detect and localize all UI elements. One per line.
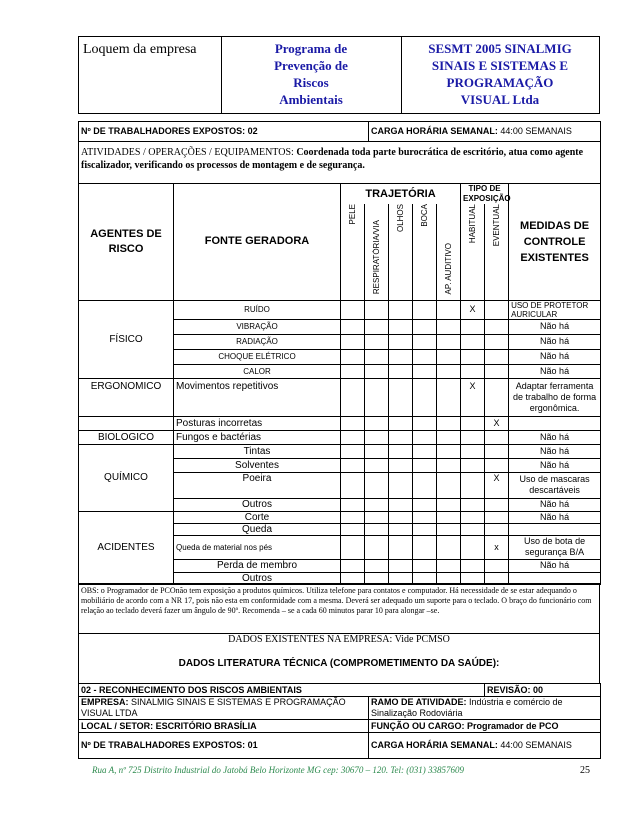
observations: OBS: o Programador de PCOnão tem exposição a produtos químicos. Utiliza telefone para contatos e computador. Há necessidade de se estar adequando o mobiliário de acordo com a NR 17, pois não esta em conformidade com a mesma. Deverá ser adequado um suporte para o teclado. O braço do funcionário com relação ao teclado deverá fazer um ângulo de 90º. Recomenda – se a cada 60 minutos parar 10 para alongar –se. [79,584,600,634]
company-name: Loquem da empresa [83,42,197,57]
queda-eventual-mark: x [485,535,509,559]
page-number: 25 [580,765,590,776]
agent-biologico: BIOLOGICO [79,430,174,444]
source-outros-acidentes: Outros [174,572,341,584]
measure-fungos: Não há [509,430,601,444]
risk-table [78,183,601,585]
section2-table [78,683,601,759]
source-poeira: Poeira [174,472,341,498]
col-hearing: AP. AUDITIVO [437,204,461,300]
literature-data: DADOS LITERATURA TÉCNICA (COMPROMETIMENTO DA SAÚDE): [178,658,500,669]
measure-poeira: Uso de mascaras descartáveis [509,472,601,498]
measure-tintas: Não há [509,444,601,458]
agent-ergonomico: ERGONOMICO [79,378,174,416]
source-fungos: Fungos e bactérias [174,430,341,444]
col-eyes: OLHOS [389,204,413,300]
measure-queda-material: Uso de bota de segurança B/A [509,535,601,559]
poeira-eventual-mark: X [485,472,509,498]
info-table [78,121,601,184]
section2-branch: RAMO DE ATIVIDADE: Indústria e comércio de Sinalização Rodoviária [369,697,601,720]
section2-workers: Nº DE TRABALHADORES EXPOSTOS: 01 [79,733,369,759]
source-vibracao: VIBRAÇÃO [174,319,341,334]
source-perda-membro: Perda de membro [174,559,341,572]
workers-exposed: Nº DE TRABALHADORES EXPOSTOS: 02 [79,122,369,142]
posturas-eventual-mark: X [485,416,509,430]
measure-calor: Não há [509,364,601,378]
measure-movimentos: Adaptar ferramenta de trabalho de forma ergonômica. [509,378,601,416]
col-mouth: BOCA [413,204,437,300]
measure-ruido: USO DE PROTETOR AURICULAR [509,300,601,319]
source-calor: CALOR [174,364,341,378]
source-queda-material: Queda de material nos pés [174,535,341,559]
source-tintas: Tintas [174,444,341,458]
footer-address: Rua A, nº 725 Distrito Industrial do Jatobá Belo Horizonte MG cep: 30670 – 120. Tel: (031) 33857609 [92,765,465,775]
col-source: FONTE GERADORA [174,184,341,301]
mov-habitual-mark: X [461,378,485,416]
measure-vibracao: Não há [509,319,601,334]
col-eventual: EVENTUAL [485,204,509,300]
section2-title: 02 - RECONHECIMENTO DOS RISCOS AMBIENTAIS [79,684,485,697]
agent-acidentes: ACIDENTES [79,511,174,584]
section2-hours: CARGA HORÁRIA SEMANAL: 44:00 SEMANAIS [369,733,601,759]
source-corte: Corte [174,511,341,523]
section2-revision: REVISÃO: 00 [485,684,601,697]
ruido-habitual-mark: X [461,300,485,319]
col-respiratory: RESPIRATÓRIA/VIA [365,204,389,300]
source-choque: CHOQUE ELÉTRICO [174,349,341,364]
col-habitual: HABITUAL [461,204,485,300]
section2-function: FUNÇÃO OU CARGO: Programador de PCO [369,720,601,733]
col-exposure-type: TIPO DE EXPOSIÇÃO [461,184,509,205]
source-radiacao: RADIAÇÃO [174,334,341,349]
measure-perda-membro: Não há [509,559,601,572]
notes-table [78,583,600,684]
source-ruido: RUÍDO [174,300,341,319]
col-measures: MEDIDAS DE CONTROLE EXISTENTES [509,184,601,301]
weekly-hours: CARGA HORÁRIA SEMANAL: 44:00 SEMANAIS [369,122,601,142]
measure-outros-quimico: Não há [509,498,601,511]
source-posturas: Posturas incorretas [174,416,341,430]
measure-radiacao: Não há [509,334,601,349]
header [78,36,600,114]
organization-title: SESMT 2005 SINALMIG SINAIS E SISTEMAS E PROGRAMAÇÃO VISUAL Ltda [428,41,572,107]
measure-solventes: Não há [509,458,601,472]
source-solventes: Solventes [174,458,341,472]
agent-fisico: FÍSICO [79,300,174,378]
source-outros-quimico: Outros [174,498,341,511]
measure-choque: Não há [509,349,601,364]
col-agents: AGENTES DE RISCO [79,184,174,301]
measure-corte: Não há [509,511,601,523]
company-data: DADOS EXISTENTES NA EMPRESA: Vide PCMSO [228,634,450,645]
col-skin: PELE [341,204,365,300]
source-queda: Queda [174,523,341,535]
col-trajectory: TRAJETÓRIA [341,184,461,205]
source-movimentos: Movimentos repetitivos [174,378,341,416]
program-title: Programa de Prevenção de Riscos Ambientais [274,41,348,107]
section2-company: EMPRESA: SINALMIG SINAIS E SISTEMAS E PROGRAMAÇÃO VISUAL LTDA [79,697,369,720]
activities: ATIVIDADES / OPERAÇÕES / EQUIPAMENTOS: Coordenada toda parte burocrática de escritório, atua como agente fiscalizador, verificando os processos de montagem e de segurança. [79,142,601,184]
agent-quimico: QUÍMICO [79,444,174,511]
section2-location: LOCAL / SETOR: ESCRITÓRIO BRASÍLIA [79,720,369,733]
